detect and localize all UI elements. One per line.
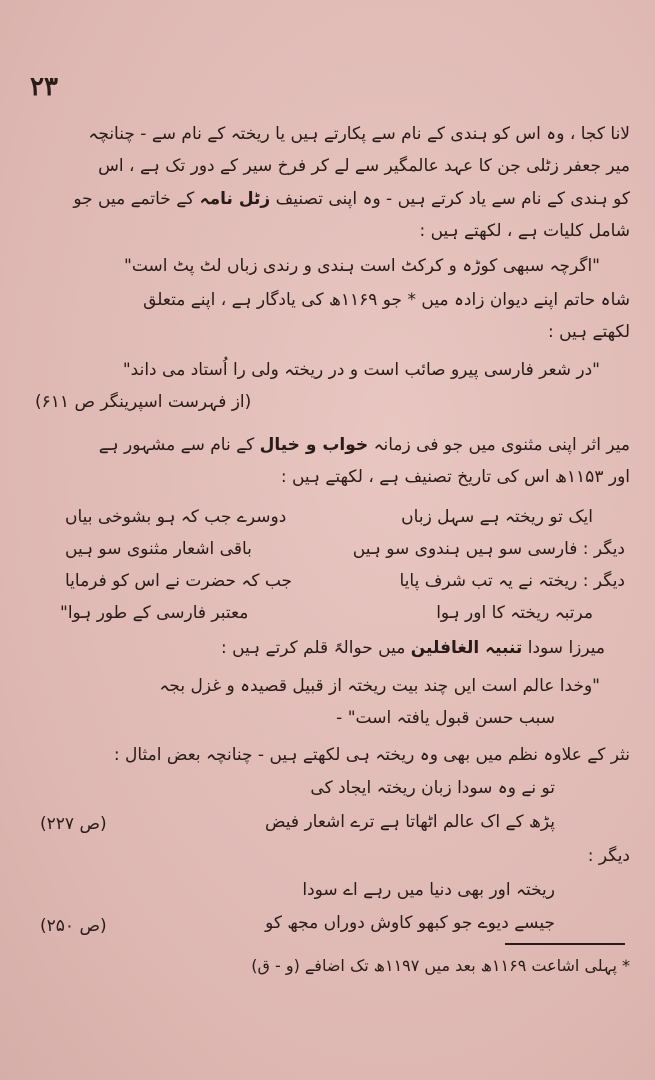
- text-line: میرزا سودا تنبیہ الغافلین میں حوالہً قلم کرتے ہیں :: [220, 638, 605, 658]
- footnote-rule: [505, 943, 625, 945]
- quote-line: "اگرچہ سبھی کوڑہ و کرکٹ است ہندی و رندی زباں لٹ پٹ است": [124, 256, 600, 276]
- text-line: اور ۱۱۵۳ھ اس کی تاریخ تصنیف ہے ، لکھتے ہیں :: [280, 467, 630, 487]
- quote-line: "در شعر فارسی پیرو صائب است و در ریختہ ولی را اُستاد می داند": [122, 360, 600, 380]
- verse-right: دیگر : فارسی سو ہیں ہندوی سو ہیں: [352, 539, 625, 559]
- verse-left: جب کہ حضرت نے اس کو فرمایا: [65, 571, 293, 591]
- poem-line: پڑھ کے اک عالم اٹھاتا ہے ترے اشعار فیض: [264, 812, 555, 832]
- citation: (از فہرست اسپرینگر ص ۶۱۱): [35, 392, 252, 412]
- text-line: شاہ حاتم اپنے دیوان زادہ میں * جو ۱۱۶۹ھ کی یادگار ہے ، اپنے متعلق: [143, 290, 630, 310]
- text-line: کو ہندی کے نام سے یاد کرتے ہیں - وہ اپنی تصنیف زٹل نامہ کے خاتمے میں جو: [73, 189, 630, 209]
- quote-line: سبب حسن قبول یافتہ است" -: [336, 708, 555, 728]
- text-line: لانا کجا ، وہ اس کو ہندی کے نام سے پکارتے ہیں یا ریختہ کے نام سے - چنانچہ: [88, 124, 630, 144]
- text-line: نثر کے علاوہ نظم میں بھی وہ ریختہ ہی لکھتے ہیں - چنانچہ بعض امثال :: [113, 745, 630, 765]
- text-line: شامل کلیات ہے ، لکھتے ہیں :: [419, 221, 630, 241]
- citation: (ص ۲۲۷): [40, 814, 107, 834]
- poem-line: تو نے وہ سودا زبان ریختہ ایجاد کی: [310, 778, 555, 798]
- poem-line: جیسے دیوے جو کبھو کاوش دوراں مجھ کو: [265, 913, 555, 933]
- citation: (ص ۲۵۰): [40, 916, 107, 936]
- footnote: * پہلی اشاعت ۱۱۶۹ھ بعد میں ۱۱۹۷ھ تک اضافے (و - ق): [251, 956, 630, 975]
- verse-left: دوسرے جب کہ ہو بشوخی بیاں: [65, 507, 287, 527]
- verse-left: باقی اشعار مثنوی سو ہیں: [65, 539, 252, 559]
- page-number: ۲۳: [30, 72, 58, 102]
- text-line: میر اثر اپنی مثنوی میں جو فی زمانہ خواب و خیال کے نام سے مشہور ہے: [98, 435, 630, 455]
- verse-right: ایک تو ریختہ ہے سہل زباں: [401, 507, 593, 527]
- text-line: میر جعفر زٹلی جن کا عہد عالمگیر سے لے کر فرخ سیر کے دور تک ہے ، اس: [98, 156, 630, 176]
- text-line: لکھتے ہیں :: [547, 322, 630, 342]
- verse-right: مرتبہ ریختہ کا اور ہوا: [436, 603, 593, 623]
- poem-line: ریختہ اور بھی دنیا میں رہے اے سودا: [302, 880, 555, 900]
- quote-line: "وخدا عالم است ایں چند بیت ریختہ از قبیل قصیدہ و غزل بجہ: [159, 676, 600, 696]
- verse-right: دیگر : ریختہ نے یہ تب شرف پایا: [399, 571, 625, 591]
- verse-left: معتبر فارسی کے طور ہوا": [60, 603, 249, 623]
- text-line: دیگر :: [587, 846, 630, 866]
